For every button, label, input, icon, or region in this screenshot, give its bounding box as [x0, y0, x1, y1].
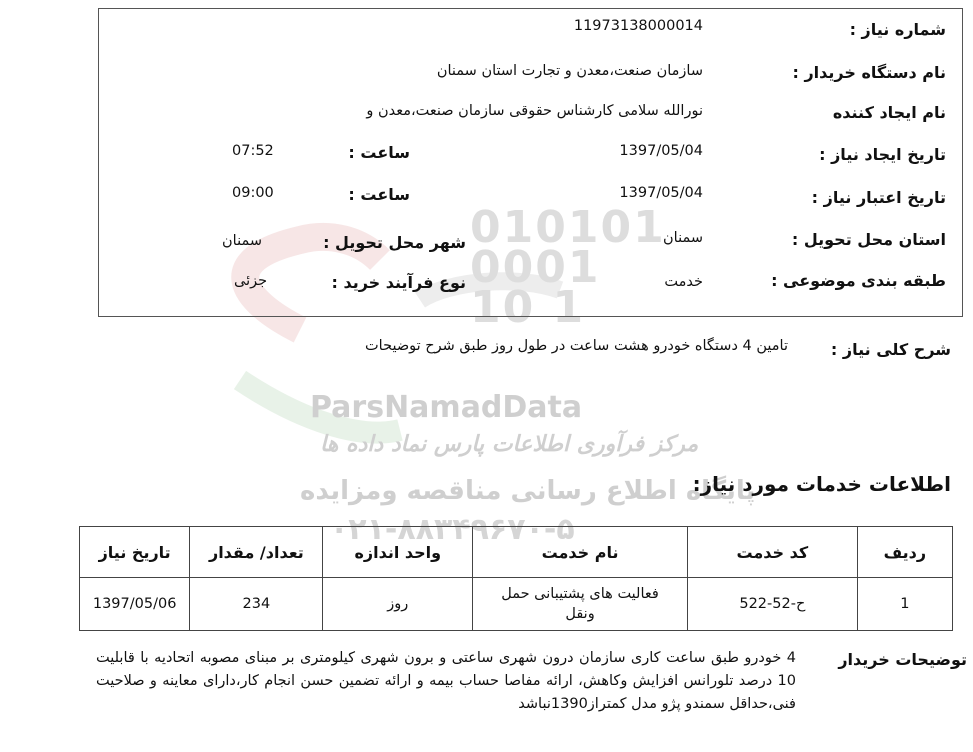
watermark-digits: 010101 0001 10 1	[470, 202, 666, 333]
col-qty: تعداد/ مقدار	[190, 527, 323, 578]
table-header-row	[80, 527, 953, 578]
creator-value: نورالله سلامی کارشناس حقوقی سازمان صنعت،معدن و	[366, 103, 703, 119]
col-unit: واحد اندازه	[323, 527, 473, 578]
category-label: طبقه بندی موضوعی :	[771, 271, 946, 290]
cell-code: ح-52-522	[688, 578, 858, 631]
col-date: تاریخ نیاز	[80, 527, 190, 578]
table-row	[80, 578, 953, 631]
buyer-org-label: نام دستگاه خریدار :	[792, 63, 946, 82]
created-time-label: ساعت :	[348, 143, 410, 162]
city-value: سمنان	[222, 233, 262, 249]
process-label: نوع فرآیند خرید :	[331, 273, 466, 292]
cell-qty: 234	[190, 578, 323, 631]
services-table	[79, 526, 953, 631]
col-name: نام خدمت	[473, 527, 688, 578]
category-value: خدمت	[664, 274, 703, 290]
buyer-notes-label: توضیحات خریدار	[838, 650, 967, 669]
summary-value: تامین 4 دستگاه خودرو هشت ساعت در طول روز طبق شرح توضیحات	[365, 338, 788, 354]
valid-time-value: 09:00	[232, 185, 274, 201]
cell-unit: روز	[323, 578, 473, 631]
process-value: جزئی	[234, 273, 268, 289]
summary-label: شرح کلی نیاز :	[830, 340, 951, 359]
created-date-value: 1397/05/04	[619, 143, 703, 159]
valid-date-value: 1397/05/04	[619, 185, 703, 201]
watermark-line2: پایگاه اطلاع رسانی مناقصه ومزایده	[300, 476, 756, 506]
creator-label: نام ایجاد کننده	[832, 103, 946, 122]
buyer-notes-text: 4 خودرو طبق ساعت کاری سازمان درون شهری ساعتی و برون شهری کیلومتری بر مبنای مصوبه اتحادیه با قابلیت 10 درصد تلورانس افزایش وکاهش، ارائه مفاصا حساب بیمه و ارائه تضمین حسن انجام کار،دارای معاینه و صلاحیت فنی،حداقل سمندو پژو مدل کمتراز1390نباشد	[96, 650, 796, 712]
watermark-line1: مرکز فرآوری اطلاعات پارس نماد داده ها	[320, 432, 699, 457]
need-number-label: شماره نیاز :	[849, 20, 946, 39]
province-label: استان محل تحویل :	[791, 230, 946, 249]
cell-row: 1	[857, 578, 952, 631]
valid-date-label: تاریخ اعتبار نیاز :	[811, 188, 946, 207]
province-value: سمنان	[663, 230, 703, 246]
watermark-phone: ۰۲۱-۸۸۳۴۹۶۷۰-۵	[330, 512, 575, 547]
cell-name: فعالیت های پشتیبانی حمل ونقل	[473, 578, 688, 631]
watermark-brand: ParsNamadData	[310, 390, 583, 425]
services-heading: اطلاعات خدمات مورد نیاز:	[692, 472, 951, 496]
need-number-value: 11973138000014	[573, 18, 703, 34]
col-row: ردیف	[857, 527, 952, 578]
created-time-value: 07:52	[232, 143, 274, 159]
cell-date: 1397/05/06	[80, 578, 190, 631]
city-label: شهر محل تحویل :	[323, 233, 466, 252]
created-date-label: تاریخ ایجاد نیاز :	[819, 145, 946, 164]
buyer-org-value: سازمان صنعت،معدن و تجارت استان سمنان	[436, 63, 703, 79]
col-code: کد خدمت	[688, 527, 858, 578]
valid-time-label: ساعت :	[348, 185, 410, 204]
